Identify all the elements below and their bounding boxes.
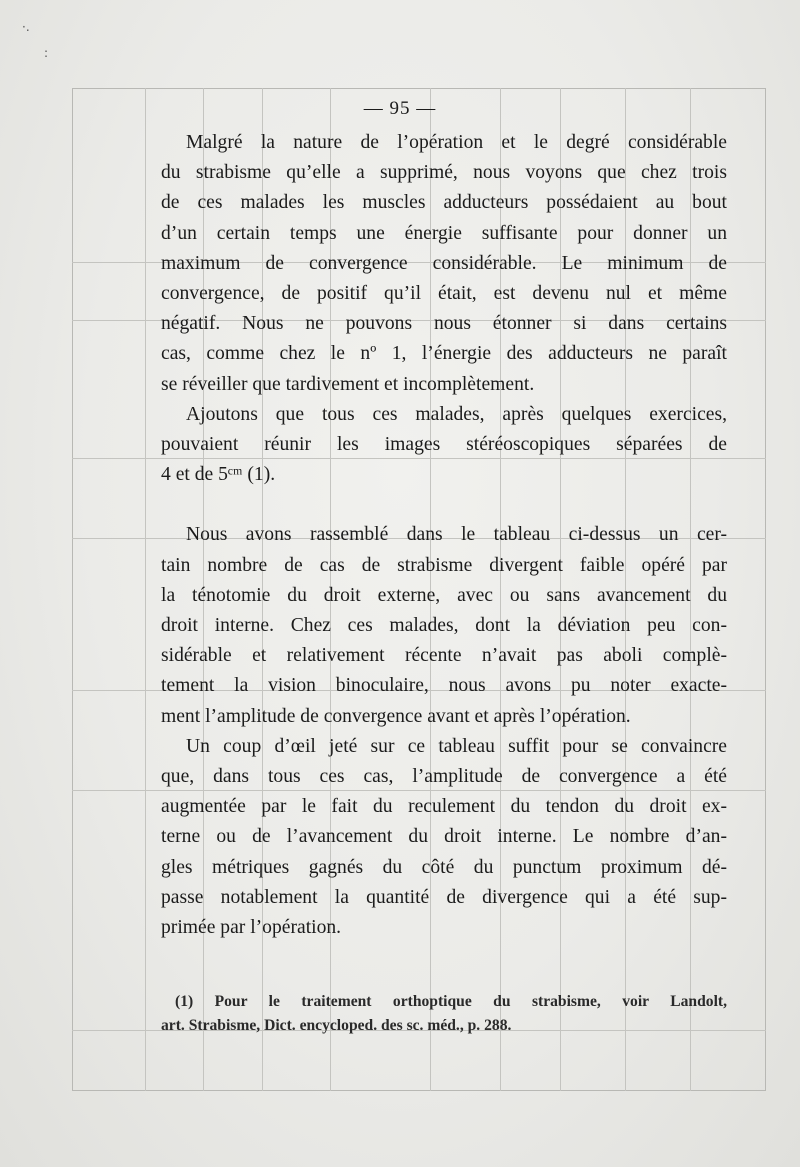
text-line: de ces malades les muscles adducteurs possédaient au bout: [161, 192, 727, 214]
text-line: maximum de convergence considérable. Le minimum de: [161, 252, 727, 274]
text-line: négatif. Nous ne pouvons nous étonner si dans certains: [161, 313, 727, 335]
text-line: augmentée par le fait du reculement du tendon du droit ex-: [161, 796, 727, 818]
paper-speck: :: [44, 46, 49, 60]
text-line: 4 et de 5ᶜᵐ (1).: [161, 464, 276, 486]
footnote-line: art. Strabisme, Dict. encycloped. des sc. méd., p. 288.: [161, 1017, 512, 1034]
text-line: d’un certain temps une énergie suffisante pour donner un: [161, 222, 727, 244]
text-line: gles métriques gagnés du côté du punctum proximum dé-: [161, 856, 727, 878]
footnote-line: (1) Pour le traitement orthoptique du strabisme, voir Landolt,: [175, 993, 727, 1010]
text-line: cas, comme chez le nº 1, l’énergie des adducteurs ne paraît: [161, 343, 727, 365]
body-text: [161, 128, 727, 943]
paragraph-2: [161, 400, 727, 491]
text-line: pouvaient réunir les images stéréoscopiques séparées de: [161, 434, 727, 456]
text-line: du strabisme qu’elle a supprimé, nous voyons que chez trois: [161, 162, 727, 184]
text-line: que, dans tous ces cas, l’amplitude de convergence a été: [161, 766, 727, 788]
text-line: Malgré la nature de l’opération et le degré considérable: [186, 132, 727, 153]
text-line: sidérable et relativement récente n’avait pas aboli complè-: [161, 645, 727, 667]
text-line: terne ou de l’avancement du droit interne. Le nombre d’an-: [161, 826, 727, 848]
text-line: tement la vision binoculaire, nous avons pu noter exacte-: [161, 675, 727, 697]
text-line: ment l’amplitude de convergence avant et après l’opération.: [161, 705, 631, 727]
text-line: Un coup d’œil jeté sur ce tableau suffit pour se convaincre: [186, 735, 727, 757]
footnote: [161, 990, 727, 1038]
paragraph-gap: [161, 490, 727, 520]
text-line: droit interne. Chez ces malades, dont la déviation peu con-: [161, 615, 727, 637]
paragraph-1: [161, 128, 727, 400]
paragraph-3: [161, 520, 727, 731]
bleed-through-rule: [145, 88, 146, 1091]
text-line: Ajoutons que tous ces malades, après quelques exercices,: [186, 403, 727, 425]
paragraph-4: [161, 732, 727, 943]
text-line: se réveiller que tardivement et incomplètement.: [161, 373, 535, 395]
text-line: passe notablement la quantité de divergence qui a été sup-: [161, 886, 727, 908]
text-line: Nous avons rassemblé dans le tableau ci-dessus un cer-: [186, 524, 727, 546]
text-line: primée par l’opération.: [161, 917, 342, 939]
text-line: la ténotomie du droit externe, avec ou sans avancement du: [161, 584, 727, 606]
page-number: — 95 —: [363, 98, 437, 119]
text-line: tain nombre de cas de strabisme divergent faible opéré par: [161, 554, 727, 576]
paper-speck: ·.: [22, 20, 30, 34]
text-line: convergence, de positif qu’il était, est devenu nul et même: [161, 283, 727, 305]
